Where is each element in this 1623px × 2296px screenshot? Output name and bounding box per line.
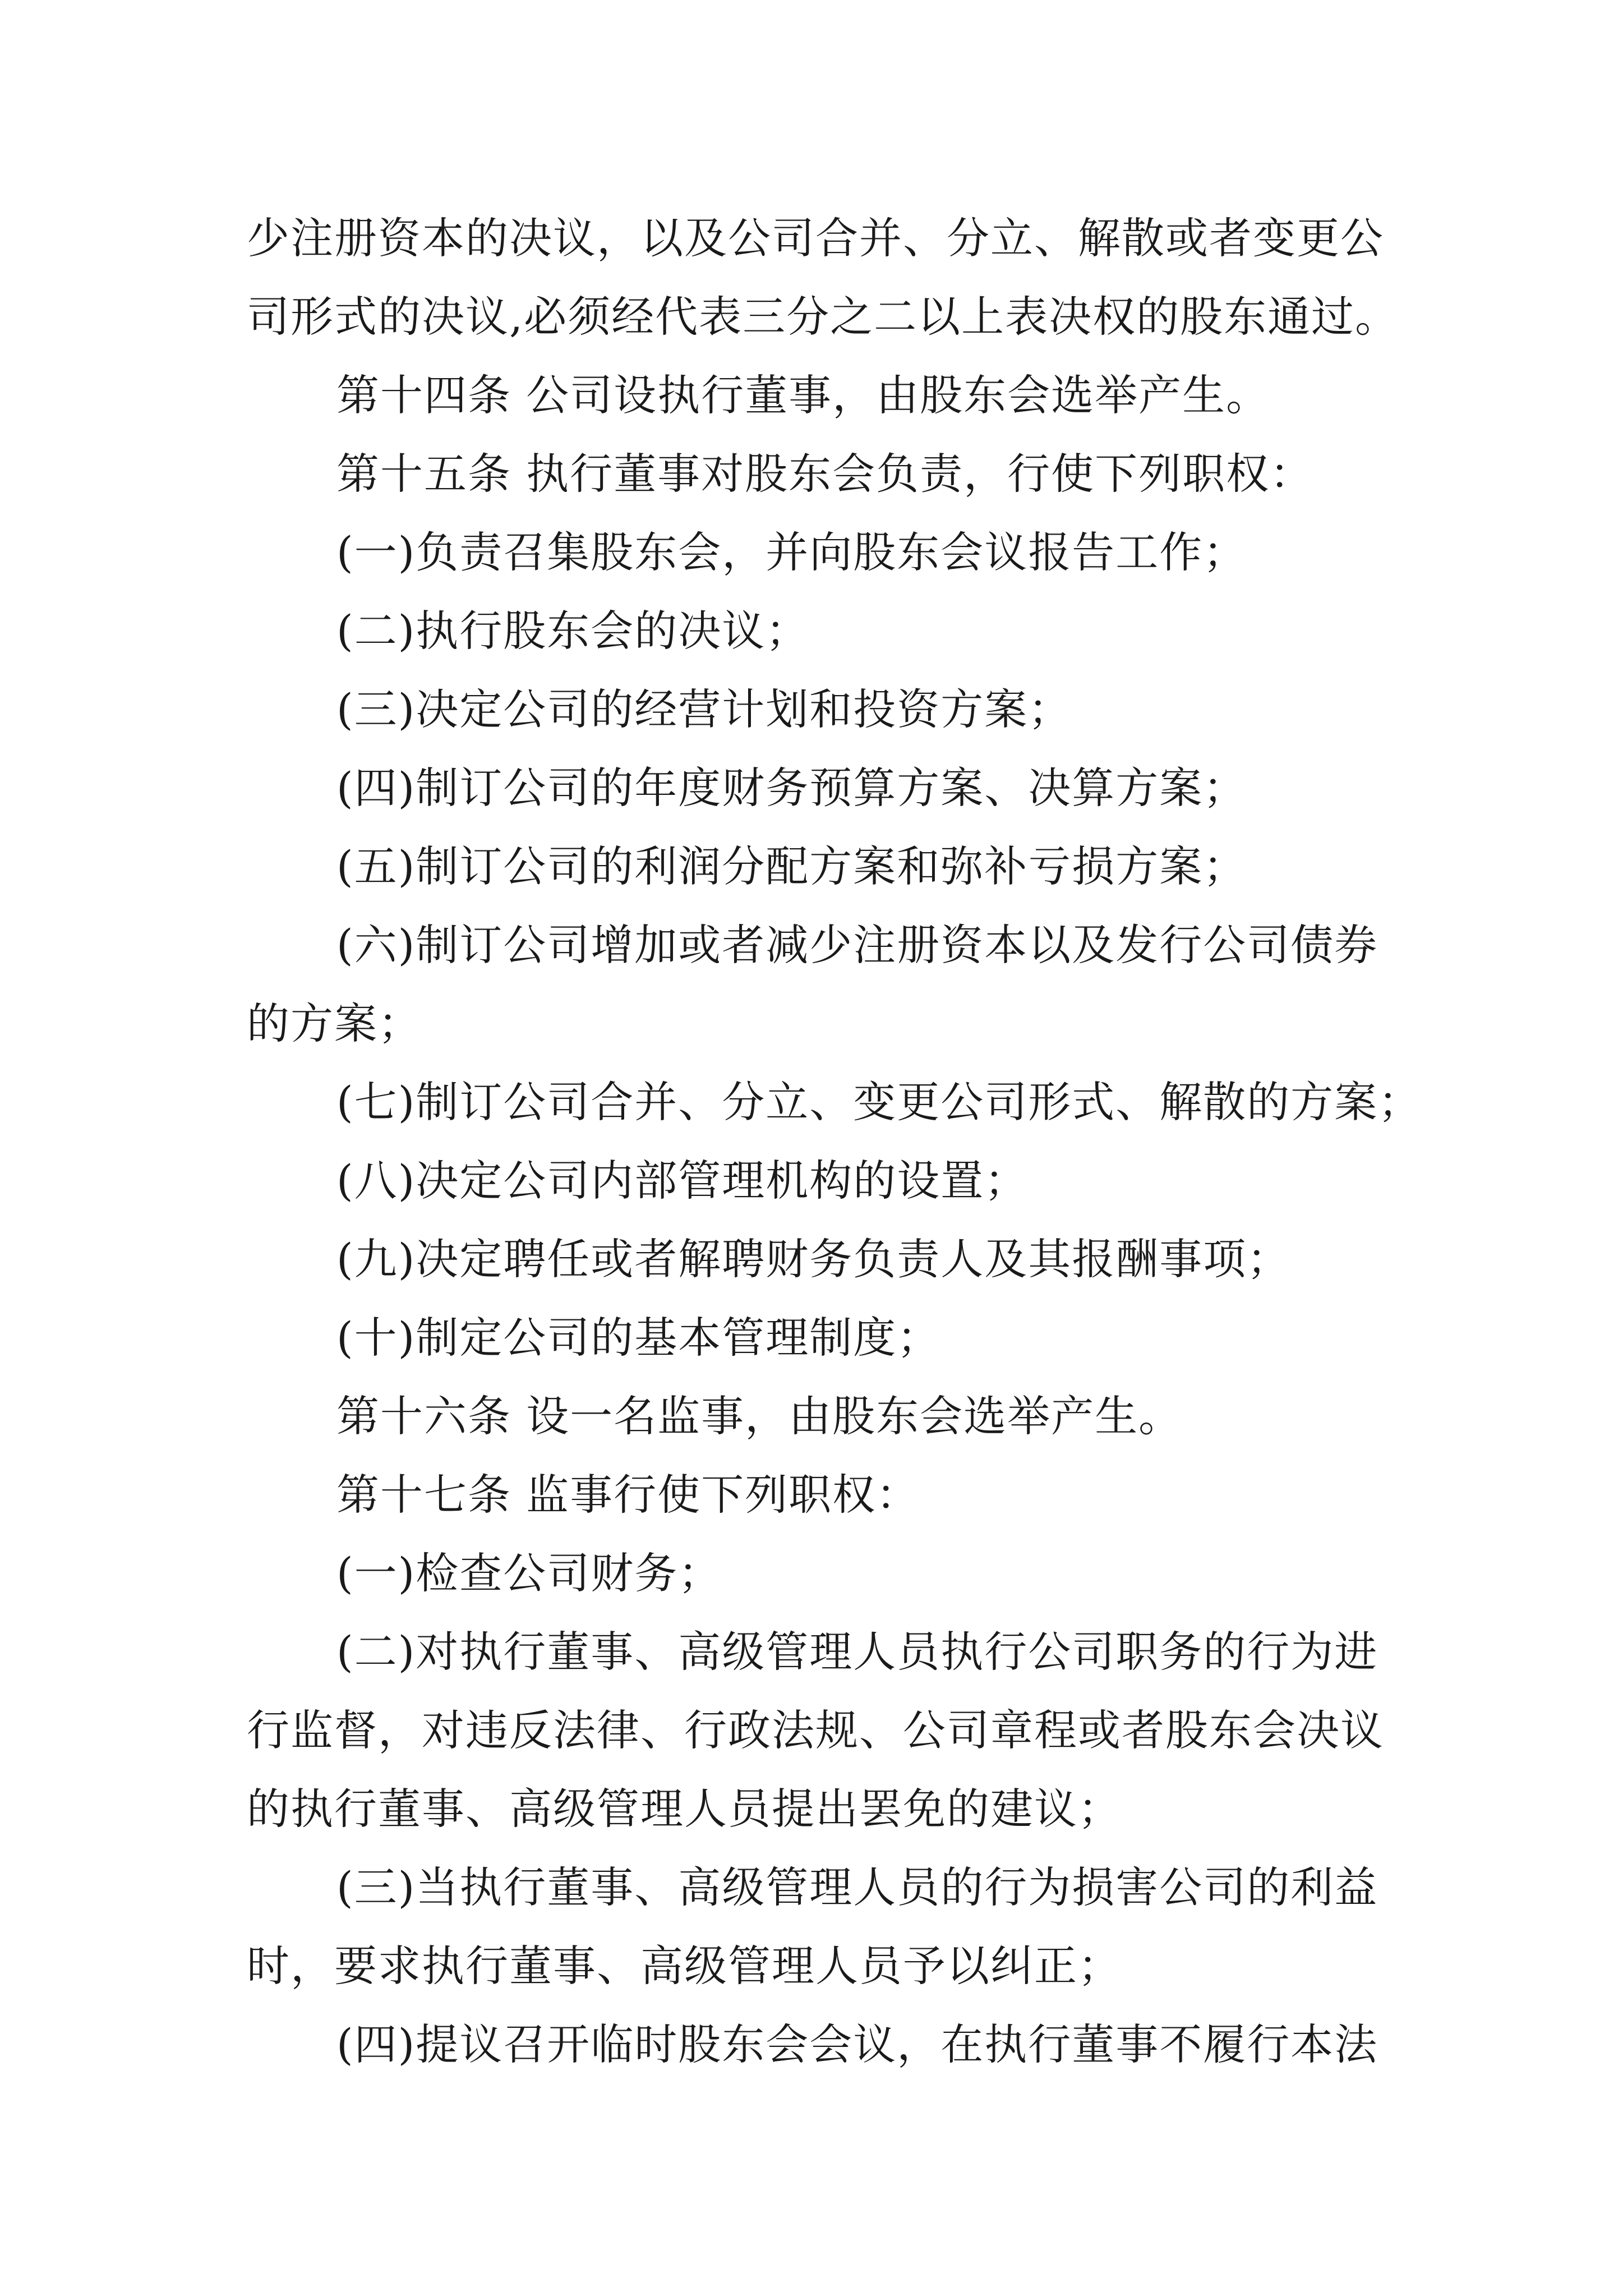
list-item: (四)提议召开临时股东会会议，在执行董事不履行本法 bbox=[336, 2019, 1378, 2069]
list-item: (七)制订公司合并、分立、变更公司形式、解散的方案； bbox=[336, 1077, 1422, 1127]
list-item: (一)负责召集股东会，并向股东会议报告工作； bbox=[336, 527, 1247, 577]
article-heading: 第十六条 设一名监事，由股东会选举产生。 bbox=[336, 1391, 1183, 1441]
article-heading: 第十七条 监事行使下列职权： bbox=[336, 1470, 920, 1520]
text-line: 的方案； bbox=[247, 999, 422, 1048]
text-line: 司形式的决议,必须经代表三分之二以上表决权的股东通过。 bbox=[247, 292, 1399, 342]
article-heading: 第十四条 公司设执行董事，由股东会选举产生。 bbox=[336, 370, 1270, 420]
text-line: 少注册资本的决议，以及公司合并、分立、解散或者变更公 bbox=[247, 213, 1384, 263]
list-item: (二)执行股东会的决议； bbox=[336, 606, 810, 656]
list-item: (三)当执行董事、高级管理人员的行为损害公司的利益 bbox=[336, 1862, 1378, 1912]
list-item: (二)对执行董事、高级管理人员执行公司职务的行为进 bbox=[336, 1627, 1378, 1677]
text-line: 行监督，对违反法律、行政法规、公司章程或者股东会决议 bbox=[247, 1705, 1384, 1755]
list-item: (一)检查公司财务； bbox=[336, 1548, 722, 1598]
list-item: (四)制订公司的年度财务预算方案、决算方案； bbox=[336, 763, 1247, 813]
list-item: (五)制订公司的利润分配方案和弥补亏损方案； bbox=[336, 841, 1247, 891]
list-item: (九)决定聘任或者解聘财务负责人及其报酬事项； bbox=[336, 1234, 1291, 1284]
list-item: (六)制订公司增加或者减少注册资本以及发行公司债券 bbox=[336, 920, 1378, 970]
text-line: 的执行董事、高级管理人员提出罢免的建议； bbox=[247, 1784, 1122, 1834]
text-line: 时，要求执行董事、高级管理人员予以纠正； bbox=[247, 1941, 1122, 1991]
list-item: (十)制定公司的基本管理制度； bbox=[336, 1313, 941, 1363]
list-item: (八)决定公司内部管理机构的设置； bbox=[336, 1156, 1029, 1205]
article-heading: 第十五条 执行董事对股东会负责，行使下列职权： bbox=[336, 449, 1314, 499]
list-item: (三)决定公司的经营计划和投资方案； bbox=[336, 684, 1072, 734]
